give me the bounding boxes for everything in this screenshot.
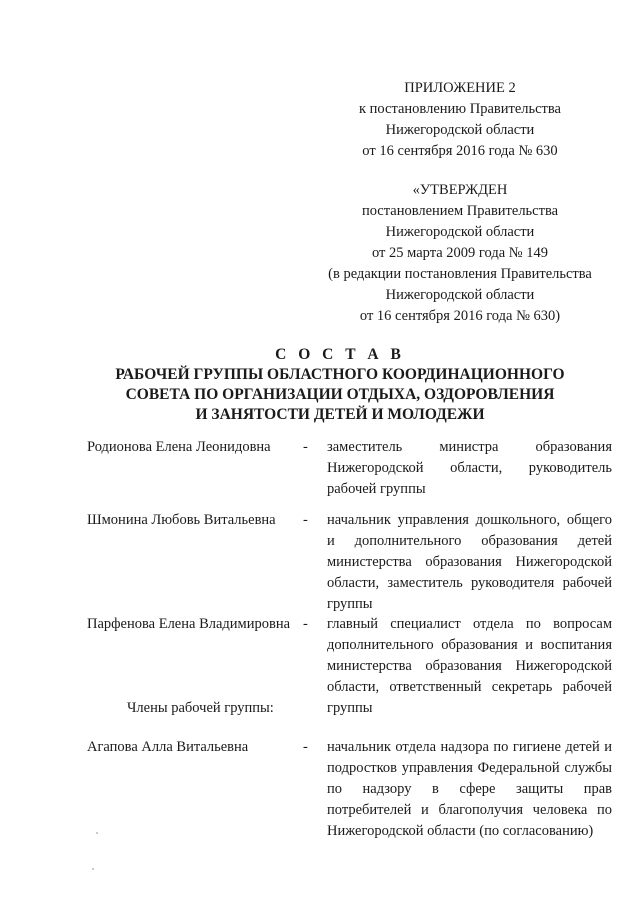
approval-line-3: от 25 марта 2009 года № 149 — [372, 245, 548, 261]
member-name: Парфенова Елена Владимировна — [87, 616, 291, 632]
heading-line-3: И ЗАНЯТОСТИ ДЕТЕЙ И МОЛОДЕЖИ — [195, 406, 485, 423]
member-dash: - — [303, 512, 308, 528]
members-label: Члены рабочей группы: — [127, 700, 274, 716]
member-dash: - — [303, 739, 308, 755]
member-name: Агапова Алла Витальевна — [87, 739, 249, 755]
appendix-title: ПРИЛОЖЕНИЕ 2 — [404, 80, 516, 96]
appendix-block — [330, 78, 590, 162]
approval-title: «УТВЕРЖДЕН — [412, 182, 508, 198]
member-name: Родионова Елена Леонидовна — [87, 439, 271, 455]
approval-line-5: Нижегородской области — [385, 287, 535, 303]
approval-line-2: Нижегородской области — [385, 224, 535, 240]
appendix-line-2: Нижегородской области — [385, 122, 535, 138]
approval-line-4: (в редакции постановления Правительства — [328, 266, 592, 282]
member-role: главный специалист отдела по вопросам дополнительного образования и воспитания министерства образования Нижегородской области, ответственный секретарь рабочей группы — [327, 616, 612, 716]
member-dash: - — [303, 616, 308, 632]
member-role: начальник отдела надзора по гигиене детей и подростков управления Федеральной службы по надзору в сфере защиты прав потребителей и благополучия человека по Нижегородской области (по согласованию) — [327, 739, 612, 839]
appendix-line-1: к постановлению Правительства — [359, 101, 561, 117]
heading-line-1: РАБОЧЕЙ ГРУППЫ ОБЛАСТНОГО КООРДИНАЦИОННОГО — [115, 366, 565, 383]
member-role: начальник управления дошкольного, общего и дополнительного образования детей министерства образования Нижегородской области, заместитель руководителя рабочей группы — [327, 512, 612, 612]
approval-line-1: постановлением Правительства — [361, 203, 559, 219]
approval-block — [300, 180, 620, 327]
scan-speck — [92, 868, 94, 870]
member-role: заместитель министра образования Нижегородской области, руководитель рабочей группы — [327, 439, 612, 497]
approval-line-6: от 16 сентября 2016 года № 630) — [359, 308, 561, 324]
member-name: Шмонина Любовь Витальевна — [87, 512, 276, 528]
member-dash: - — [303, 439, 308, 455]
heading-title: С О С Т А В — [275, 346, 405, 363]
document-heading — [90, 345, 590, 425]
appendix-line-3: от 16 сентября 2016 года № 630 — [362, 143, 558, 159]
heading-line-2: СОВЕТА ПО ОРГАНИЗАЦИИ ОТДЫХА, ОЗДОРОВЛЕНИЯ — [125, 386, 555, 403]
scan-speck — [96, 832, 98, 834]
